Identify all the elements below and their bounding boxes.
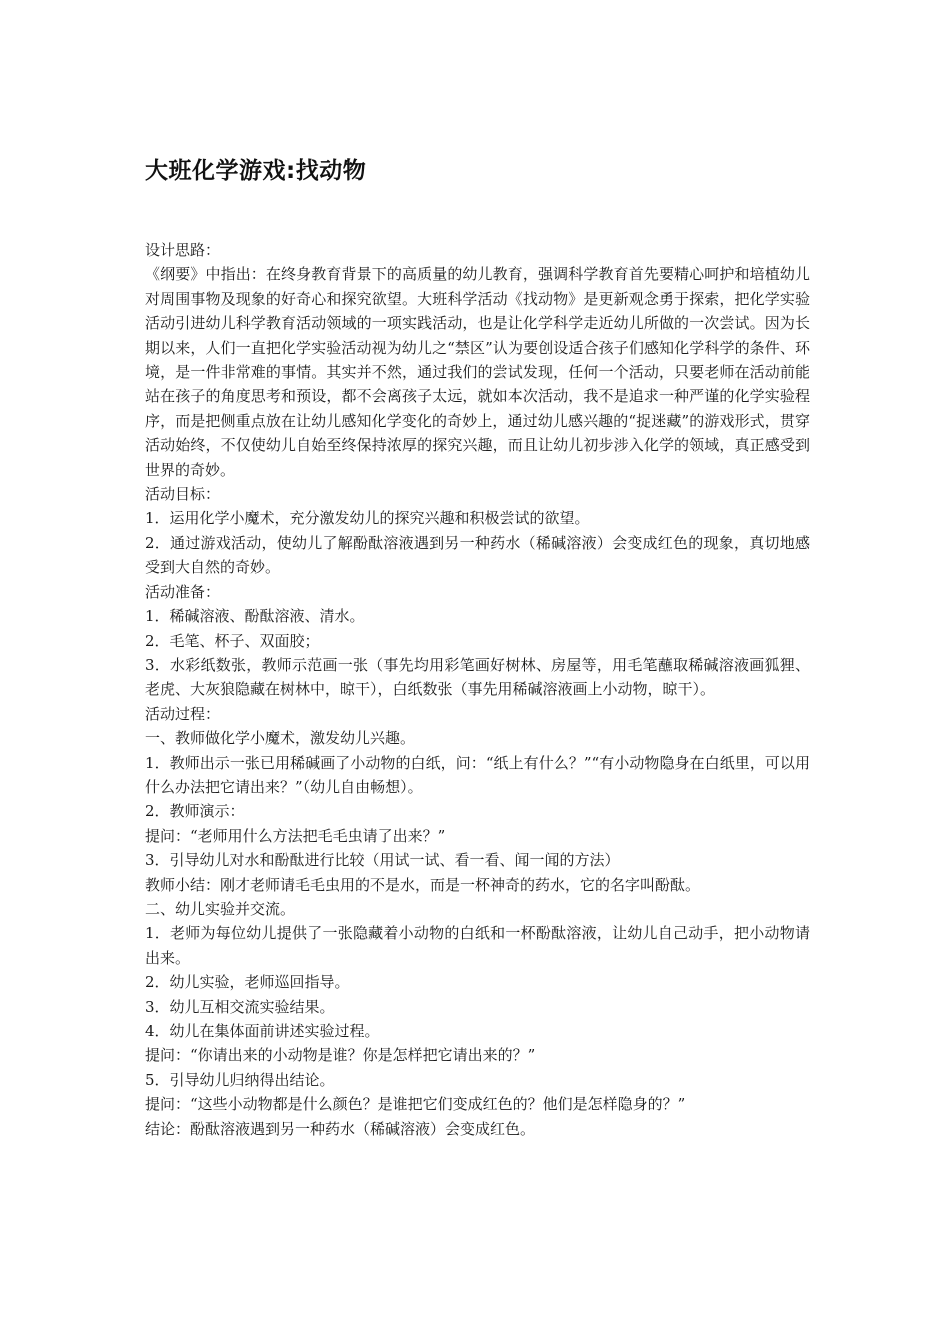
section-heading-preparation: 活动准备：: [145, 582, 221, 601]
document-title: 大班化学游戏:找动物: [145, 158, 367, 184]
process-item: 3．幼儿互相交流实验结果。: [145, 997, 335, 1016]
process-item: 3．引导幼儿对水和酚酞进行比较（用试一试、看一看、闻一闻的方法）: [145, 851, 620, 870]
process-item: 提问：“你请出来的小动物是谁？你是怎样把它请出来的？”: [145, 1046, 536, 1065]
section-heading-design: 设计思路：: [145, 241, 221, 259]
preparation-item: 3．水彩纸数张，教师示范画一张（事先均用彩笔画好树林、房屋等，用毛笔蘸取稀碱溶液画狐狸、老虎、大灰狼隐藏在树林中，晾干），白纸数张（事先用稀碱溶液画上小动物，晾干）。: [145, 655, 810, 699]
process-step-heading: 一、教师做化学小魔术，激发幼儿兴趣。: [145, 729, 416, 748]
process-item: 4．幼儿在集体面前讲述实验过程。: [145, 1022, 380, 1040]
process-item: 2．教师演示：: [145, 802, 245, 821]
process-item: 2．幼儿实验，老师巡回指导。: [145, 973, 350, 992]
process-item: 5．引导幼儿归纳得出结论。: [145, 1070, 335, 1089]
conclusion-item: 结论：酚酞溶液遇到另一种药水（稀碱溶液）会变成红色。: [145, 1119, 536, 1138]
preparation-item: 2．毛笔、杯子、双面胶；: [145, 631, 320, 650]
section-heading-goals: 活动目标：: [145, 485, 221, 504]
goal-item: 1．运用化学小魔术，充分激发幼儿的探究兴趣和积极尝试的欲望。: [145, 509, 590, 528]
document-body: [145, 238, 810, 1141]
process-step-heading: 二、幼儿实验并交流。: [145, 899, 296, 918]
process-item: 提问：“老师用什么方法把毛毛虫请了出来？”: [145, 826, 446, 845]
process-item: 教师小结：刚才老师请毛毛虫用的不是水，而是一杯神奇的药水，它的名字叫酚酞。: [145, 875, 701, 894]
goal-item: 2．通过游戏活动，使幼儿了解酚酞溶液遇到另一种药水（稀碱溶液）会变成红色的现象，真切地感受到大自然的奇妙。: [145, 533, 810, 577]
section-heading-process: 活动过程：: [145, 704, 221, 723]
process-item: 1．老师为每位幼儿提供了一张隐藏着小动物的白纸和一杯酚酞溶液，让幼儿自己动手，把小动物请出来。: [145, 924, 810, 967]
process-item: 1．教师出示一张已用稀碱画了小动物的白纸，问：“纸上有什么？”“有小动物隐身在白纸里，可以用什么办法把它请出来？”（幼儿自由畅想）。: [145, 753, 810, 796]
preparation-item: 1．稀碱溶液、酚酞溶液、清水。: [145, 607, 365, 626]
process-item: 提问：“这些小动物都是什么颜色？是谁把它们变成红色的？他们是怎样隐身的？”: [145, 1095, 686, 1114]
design-rationale-paragraph: 《纲要》中指出：在终身教育背景下的高质量的幼儿教育，强调科学教育首先要精心呵护和培植幼儿对周围事物及现象的好奇心和探究欲望。大班科学活动《找动物》是更新观念勇于探索，把化学实验活动引进幼儿科学教育活动领域的一项实践活动，也是让化学科学走近幼儿所做的一次尝试。因为长期以来，人们一直把化学实验活动视为幼儿之“禁区”认为要创设适合孩子们感知化学科学的条件、环境，是一件非常难的事情。其实并不然，通过我们的尝试发现，任何一个活动，只要老师在活动前能站在孩子的角度思考和预设，都不会离孩子太远，就如本次活动，我不是追求一种严谨的化学实验程序，而是把侧重点放在让幼儿感知化学变化的奇妙上，通过幼儿感兴趣的“捉迷藏”的游戏形式，贯穿活动始终，不仅使幼儿自始至终保持浓厚的探究兴趣，而且让幼儿初步涉入化学的领域，真正感受到世界的奇妙。: [145, 265, 810, 479]
